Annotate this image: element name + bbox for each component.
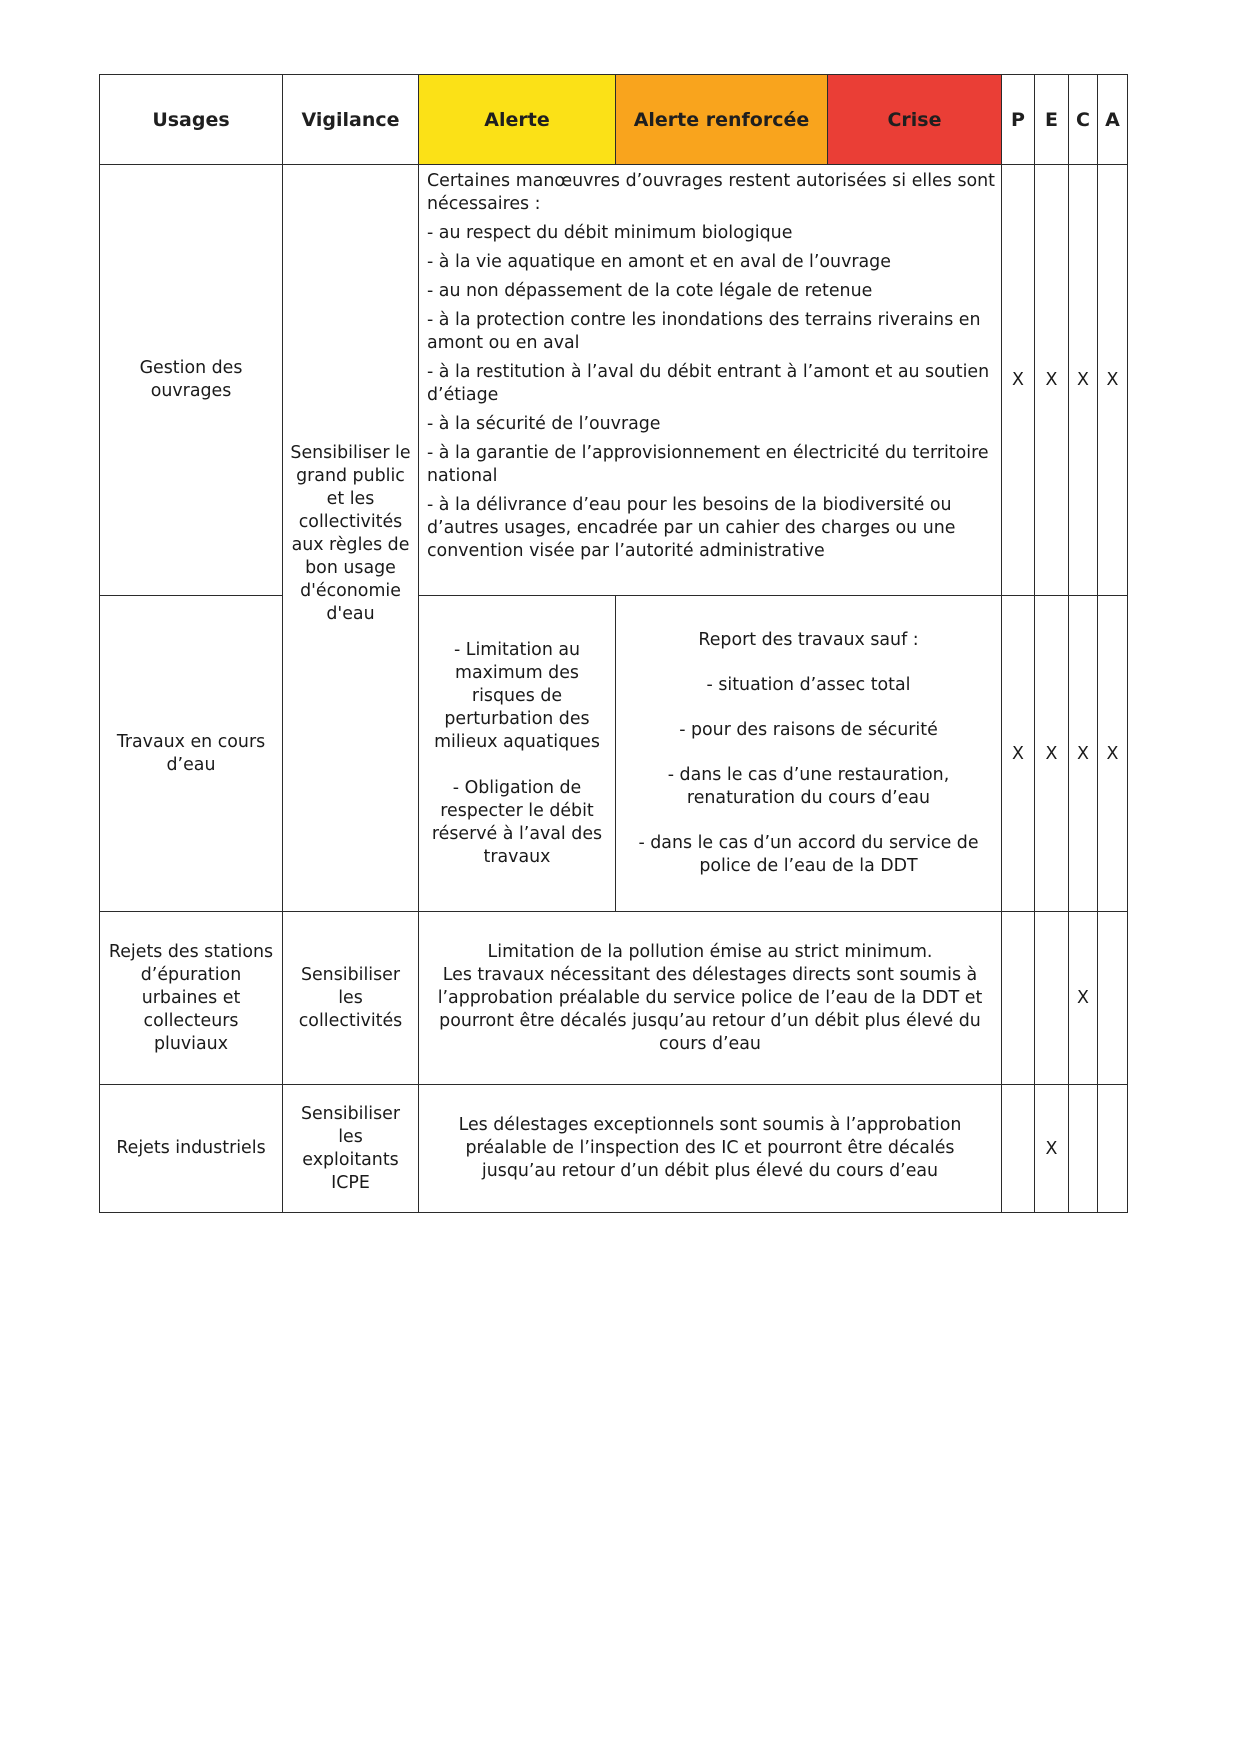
- mark-travaux-e: X: [1035, 596, 1069, 912]
- gestion-ouvrages-measures: [419, 165, 1002, 596]
- vigilance-collectivites: Sensibiliser les collectivités: [283, 912, 419, 1085]
- gestion-item: - au respect du débit minimum biologique: [427, 223, 793, 243]
- usage-industriels: Rejets industriels: [100, 1085, 283, 1213]
- row-gestion-ouvrages: [100, 165, 1128, 596]
- header-c: C: [1069, 75, 1098, 165]
- mark-travaux-p: X: [1002, 596, 1035, 912]
- usage-gestion-ouvrages: Gestion des ouvrages: [100, 165, 283, 596]
- travaux-renforcee-item: Report des travaux sauf :: [698, 630, 919, 650]
- restrictions-table: [99, 74, 1128, 1213]
- mark-gestion-a: X: [1098, 165, 1128, 596]
- header-a: A: [1098, 75, 1128, 165]
- mark-gestion-p: X: [1002, 165, 1035, 596]
- travaux-renforcee-measures: [616, 596, 1002, 912]
- travaux-renforcee-item: - dans le cas d’un accord du service de police de l’eau de la DDT: [638, 833, 979, 876]
- travaux-alerte-item: - Obligation de respecter le débit réservé à l’aval des travaux: [431, 777, 603, 867]
- header-alerte: Alerte: [419, 75, 616, 165]
- mark-stations-e: [1035, 912, 1069, 1085]
- header-row: [100, 75, 1128, 165]
- stations-line: Limitation de la pollution émise au strict minimum.: [487, 941, 933, 962]
- gestion-item: - à la vie aquatique en amont et en aval de l’ouvrage: [427, 252, 891, 272]
- row-stations: [100, 912, 1128, 1085]
- header-alerte-renforcee: Alerte renforcée: [616, 75, 828, 165]
- gestion-intro: Certaines manœuvres d’ouvrages restent autorisées si elles sont nécessaires :: [427, 171, 995, 214]
- travaux-alerte-item: - Limitation au maximum des risques de perturbation des milieux aquatiques: [434, 639, 600, 752]
- stations-line: Les travaux nécessitant des délestages directs sont soumis à l’approbation préalable du service police de l’eau de la DDT et pourront être décalés jusqu’au retour d’un débit plus élevé du cours d’eau: [437, 964, 983, 1054]
- header-crise: Crise: [828, 75, 1002, 165]
- gestion-item: - au non dépassement de la cote légale de retenue: [427, 281, 873, 301]
- header-usages: Usages: [100, 75, 283, 165]
- mark-stations-p: [1002, 912, 1035, 1085]
- mark-stations-c: X: [1069, 912, 1098, 1085]
- stations-measures: [419, 912, 1002, 1085]
- mark-industriels-p: [1002, 1085, 1035, 1213]
- mark-industriels-c: [1069, 1085, 1098, 1213]
- travaux-alerte-measures: [419, 596, 616, 912]
- header-p: P: [1002, 75, 1035, 165]
- travaux-renforcee-item: - situation d’assec total: [706, 675, 911, 695]
- gestion-item: - à la garantie de l’approvisionnement en électricité du territoire national: [427, 443, 989, 486]
- usage-travaux: Travaux en cours d’eau: [100, 596, 283, 912]
- vigilance-exploitants: Sensibiliser les exploitants ICPE: [283, 1085, 419, 1213]
- gestion-item: - à la restitution à l’aval du débit entrant à l’amont et au soutien d’étiage: [427, 362, 990, 405]
- mark-industriels-e: X: [1035, 1085, 1069, 1213]
- header-e: E: [1035, 75, 1069, 165]
- gestion-item: - à la sécurité de l’ouvrage: [427, 414, 661, 434]
- travaux-renforcee-item: - pour des raisons de sécurité: [679, 720, 938, 740]
- header-vigilance: Vigilance: [283, 75, 419, 165]
- mark-travaux-a: X: [1098, 596, 1128, 912]
- mark-gestion-e: X: [1035, 165, 1069, 596]
- industriels-measures: Les délestages exceptionnels sont soumis à l’approbation préalable de l’inspection des IC et pourront être décalés jusqu’au retour d’un débit plus élevé du cours d’eau: [419, 1085, 1002, 1213]
- row-industriels: [100, 1085, 1128, 1213]
- mark-stations-a: [1098, 912, 1128, 1085]
- travaux-renforcee-item: - dans le cas d’une restauration, renaturation du cours d’eau: [667, 765, 950, 808]
- gestion-item: - à la délivrance d’eau pour les besoins de la biodiversité ou d’autres usages, encadrée par un cahier des charges ou une convention visée par l’autorité administrative: [427, 495, 956, 561]
- mark-industriels-a: [1098, 1085, 1128, 1213]
- vigilance-grand-public: Sensibiliser le grand public et les collectivités aux règles de bon usage d'économie d'eau: [283, 165, 419, 912]
- row-travaux: [100, 596, 1128, 912]
- gestion-item: - à la protection contre les inondations des terrains riverains en amont ou en aval: [427, 310, 981, 353]
- mark-travaux-c: X: [1069, 596, 1098, 912]
- usage-stations: Rejets des stations d’épuration urbaines et collecteurs pluviaux: [100, 912, 283, 1085]
- mark-gestion-c: X: [1069, 165, 1098, 596]
